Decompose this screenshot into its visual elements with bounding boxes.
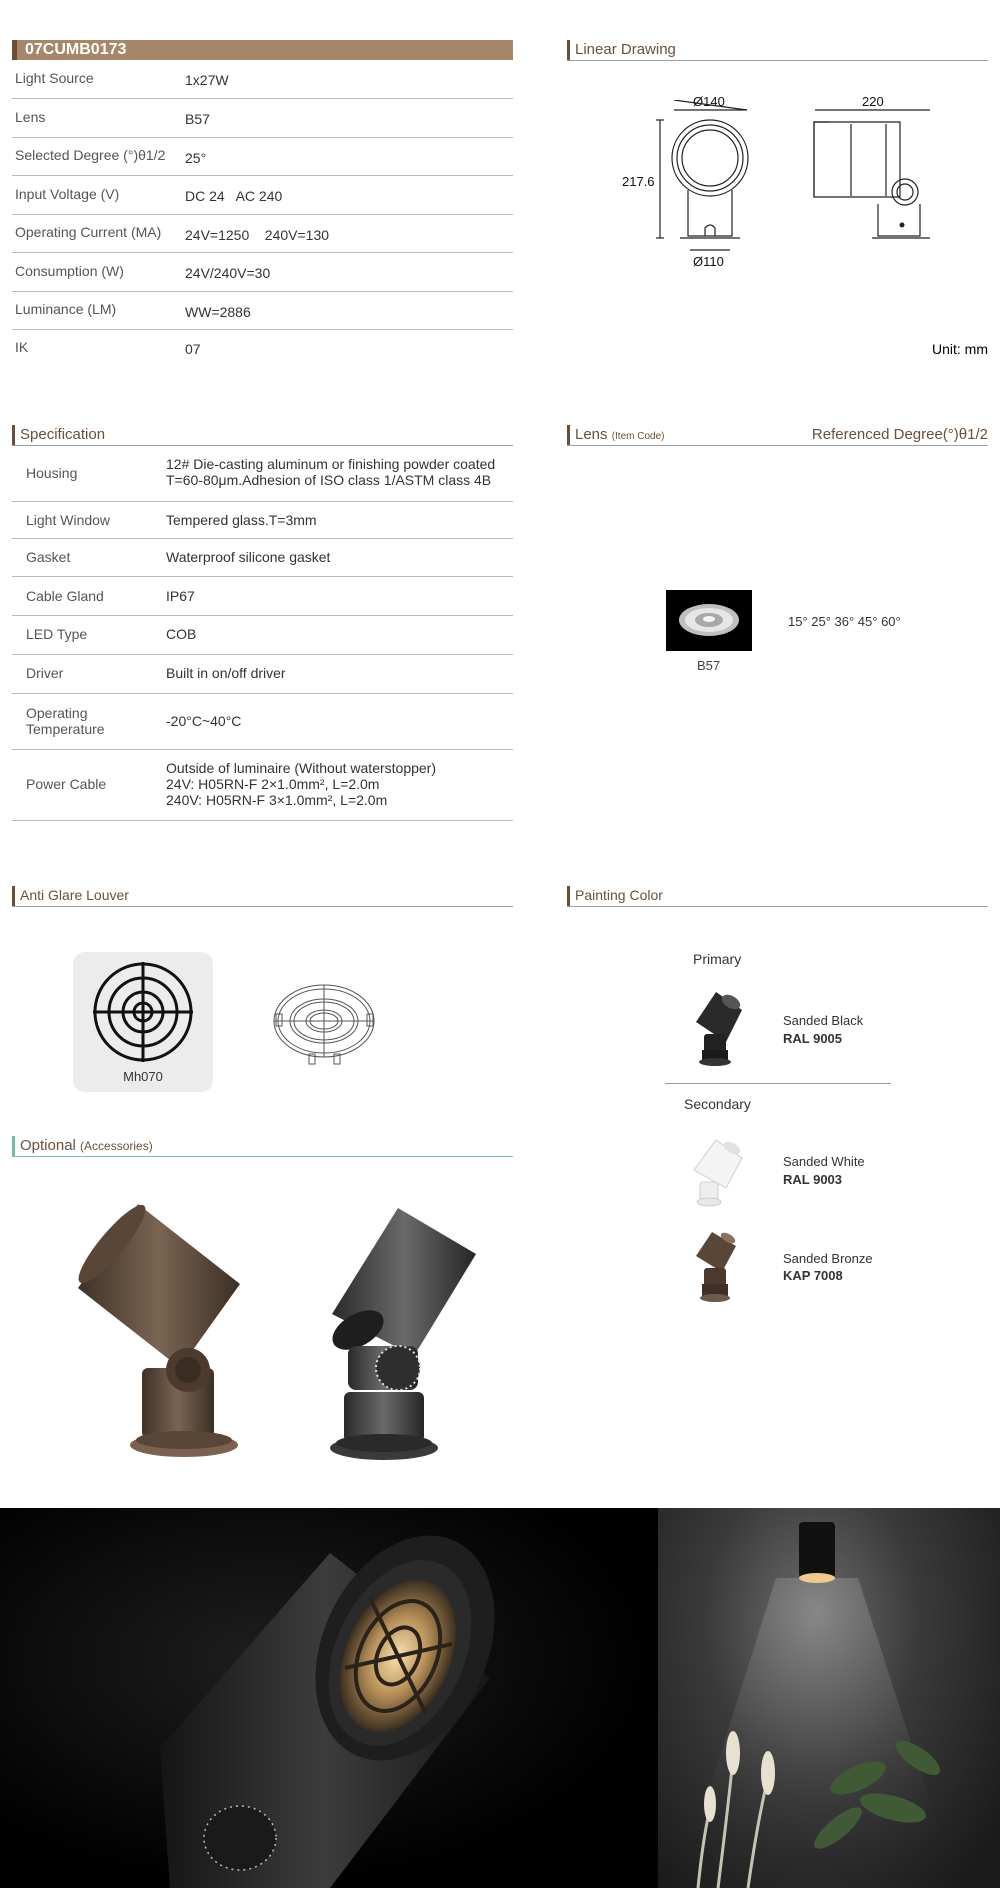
- spec-row: [12, 215, 513, 253]
- spec-value: DC 24 AC 240: [185, 188, 283, 204]
- lens-title-text: Lens: [575, 426, 608, 443]
- specification-header: [12, 423, 513, 446]
- optional-title-small: (Accessories): [80, 1139, 153, 1153]
- product-photo-installation: [658, 1508, 1000, 1888]
- spec-label: Operating Current (MA): [15, 224, 162, 240]
- spec-table-label: Driver: [26, 665, 64, 681]
- spec-label: Consumption (W): [15, 263, 124, 279]
- painting-color-header: [567, 884, 988, 907]
- linear-drawing-header: [567, 38, 988, 61]
- spec-label: Input Voltage (V): [15, 186, 120, 202]
- louver-card: [73, 952, 213, 1092]
- header-accent-bar: [12, 886, 15, 906]
- specification-title: Specification: [20, 426, 106, 443]
- dim-front-diameter: Ø140: [693, 94, 725, 109]
- fixture-closeup-graphic: [0, 1508, 658, 1888]
- color-name: Sanded Black: [783, 1013, 864, 1028]
- spec-table-row: [12, 750, 513, 821]
- swatch-sanded-bronze: [690, 1228, 744, 1306]
- spec-value: 1x27W: [185, 72, 229, 88]
- header-accent-bar: [567, 40, 570, 60]
- lens-degrees: 15° 25° 36° 45° 60°: [788, 614, 901, 629]
- spec-row: [12, 176, 513, 215]
- spec-table-label: Gasket: [26, 549, 71, 565]
- spec-table-row: [12, 539, 513, 577]
- color-code: RAL 9005: [783, 1031, 843, 1046]
- spec-table-label: Cable Gland: [26, 588, 104, 604]
- louver-code: Mh070: [123, 1069, 163, 1084]
- installation-scene-graphic: [658, 1508, 1000, 1888]
- header-accent-bar: [567, 425, 570, 445]
- spec-table-row: [12, 502, 513, 539]
- swatch-sanded-white: [686, 1136, 748, 1210]
- spec-value: B57: [185, 111, 210, 127]
- spec-table-label: Temperature: [26, 721, 105, 737]
- optional-title-text: Optional: [20, 1137, 76, 1154]
- spec-label: IK: [15, 339, 29, 355]
- spec-table-label: Power Cable: [26, 776, 107, 792]
- spec-table-row: [12, 577, 513, 616]
- dim-side-length: 220: [862, 94, 884, 109]
- spec-row: [12, 62, 513, 99]
- spec-table-line: COB: [166, 626, 197, 642]
- louver-line-drawing: [272, 976, 382, 1068]
- primary-label: Primary: [693, 951, 742, 967]
- swatch-sanded-black: [686, 988, 748, 1070]
- spec-label: Selected Degree (°)θ1/2: [15, 147, 166, 163]
- spec-table-line: 24V: H05RN-F 2×1.0mm², L=2.0m: [166, 776, 380, 792]
- unit-label: Unit: mm: [932, 341, 988, 357]
- painting-color-title: Painting Color: [575, 887, 663, 903]
- spec-table-label: LED Type: [26, 626, 88, 642]
- secondary-label: Secondary: [684, 1096, 751, 1112]
- header-accent-bar: [567, 886, 570, 906]
- color-code: RAL 9003: [783, 1172, 843, 1187]
- anti-glare-title: Anti Glare Louver: [20, 887, 129, 903]
- dim-height: 217.6: [622, 174, 655, 189]
- spec-label: Lens: [15, 109, 46, 125]
- spec-row: [12, 330, 513, 366]
- spec-row: [12, 253, 513, 292]
- spec-row: [12, 99, 513, 138]
- spec-table-line: Outside of luminaire (Without waterstopper): [166, 760, 436, 776]
- dim-base-diameter: Ø110: [693, 254, 724, 269]
- lens-code-label: B57: [697, 658, 721, 673]
- lens-title: [575, 426, 665, 443]
- spec-table-row: [12, 446, 513, 502]
- spec-table-label: Operating: [26, 705, 88, 721]
- spec-label: Luminance (LM): [15, 301, 117, 317]
- header-accent-bar: [12, 425, 15, 445]
- spec-table-row: [12, 655, 513, 694]
- color-divider: [665, 1083, 891, 1084]
- spec-table-line: -20°C~40°C: [166, 713, 242, 729]
- lens-graphic: [666, 590, 752, 651]
- spec-value: 07: [185, 341, 201, 357]
- spec-value: 25°: [185, 150, 207, 166]
- linear-drawing-graphic: [650, 100, 950, 270]
- color-name: Sanded White: [783, 1154, 865, 1169]
- louver-icon: [91, 960, 195, 1064]
- spec-table-line: Built in on/off driver: [166, 665, 286, 681]
- product-photo-closeup: [0, 1508, 658, 1888]
- spec-table-line: T=60-80μm.Adhesion of ISO class 1/ASTM class 4B: [166, 472, 492, 488]
- spec-table-line: IP67: [166, 588, 195, 604]
- header-accent-bar: [12, 1136, 15, 1156]
- spec-row: [12, 292, 513, 330]
- spec-table-label: Housing: [26, 465, 78, 481]
- lens-title-small: (Item Code): [611, 431, 665, 442]
- spec-table-line: 12# Die-casting aluminum or finishing powder coated: [166, 456, 496, 472]
- referenced-degree-title: Referenced Degree(°)θ1/2: [811, 426, 988, 443]
- color-name: Sanded Bronze: [783, 1251, 873, 1266]
- accessory-image-bronze: [70, 1200, 250, 1465]
- linear-drawing-title: Linear Drawing: [575, 41, 676, 58]
- optional-title: [20, 1137, 153, 1154]
- spec-value: 24V=1250 240V=130: [185, 227, 330, 243]
- spec-table-label: Light Window: [26, 512, 111, 528]
- product-code: 07CUMB0173: [12, 40, 513, 60]
- spec-table-line: Tempered glass.T=3mm: [166, 512, 317, 528]
- spec-table-line: 240V: H05RN-F 3×1.0mm², L=2.0m: [166, 792, 388, 808]
- spec-table-row: [12, 616, 513, 655]
- anti-glare-header: [12, 884, 513, 907]
- optional-header: [12, 1134, 513, 1157]
- lens-image: [666, 590, 752, 651]
- spec-value: WW=2886: [185, 304, 251, 320]
- spec-label: Light Source: [15, 70, 94, 86]
- accessory-image-dark: [318, 1196, 488, 1466]
- color-code: KAP 7008: [783, 1268, 843, 1283]
- spec-value: 24V/240V=30: [185, 265, 271, 281]
- spec-row: [12, 138, 513, 176]
- lens-header: [567, 423, 988, 446]
- spec-table-row: [12, 694, 513, 750]
- spec-table-line: Waterproof silicone gasket: [166, 549, 331, 565]
